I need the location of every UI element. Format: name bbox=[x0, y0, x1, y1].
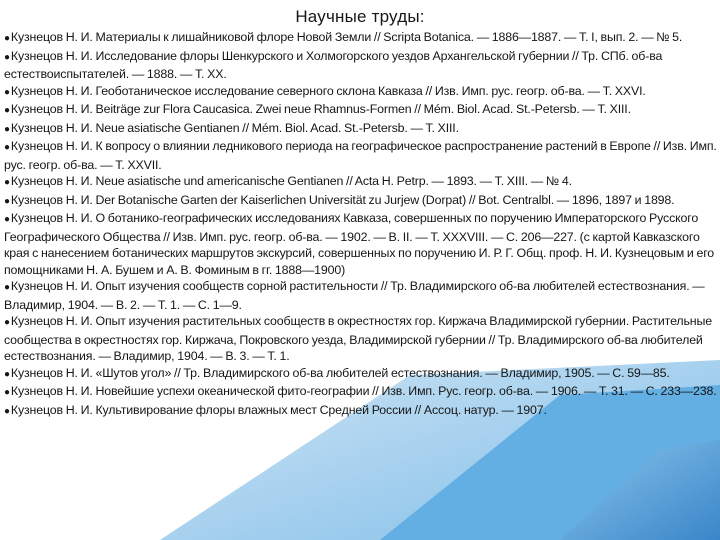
publication-entry: ● Кузнецов Н. И. Опыт изучения сообществ сорной растительности // Тр. Владимирского об-ва любителей естествознания. — Владимир, 1904. — В. 2. — Т. 1. — С. 1—9. bbox=[4, 278, 718, 313]
publication-entry: ● Кузнецов Н. И. Neue asiatische Gentianen // Mém. Biol. Acad. St.-Petersb. — Т. XIII. bbox=[4, 120, 718, 139]
publication-entry: ● Кузнецов Н. И. Der Botanische Garten der Kaiserlichen Universität zu Jurjew (Dorpat) // Bot. Centralbl. — 1896, 1897 и 1898. bbox=[4, 192, 718, 211]
publication-entry: ● Кузнецов Н. И. «Шутов угол» // Тр. Владимирского об-ва любителей естествознания. — Владимир, 1905. — С. 59—85. bbox=[4, 365, 718, 384]
publication-entry: ● Кузнецов Н. И. О ботанико-географических исследованиях Кавказа, совершенных по поручению Императорского Русского Географического Общества // Изв. Имп. рус. геогр. об-ва. — 1902. — В. II. — Т. XXXVIII. — С. 206—227. (с картой Кавказского края с нанесением ботанических маршрутов экскурсий, совершенных по поручению И. Р. Г. Общ. проф. Н. И. Кузнецовым и его помощниками Н. А. Бушем и А. В. Фоминым в гг. 1888—1900) bbox=[4, 210, 718, 278]
publication-entry: ● Кузнецов Н. И. Материалы к лишайниковой флоре Новой Земли // Scripta Botanica. — 1886—1887. — Т. I, вып. 2. — № 5. bbox=[4, 29, 718, 48]
publication-entry: ● Кузнецов Н. И. Исследование флоры Шенкурского и Холмогорского уездов Архангельской губернии // Тр. СПб. об-ва естествоиспытателей. — 1888. — Т. XX. bbox=[4, 48, 718, 83]
publication-entry: ● Кузнецов Н. И. Neue asiatische und americanische Gentianen // Acta H. Petrp. — 1893. — Т. XIII. — № 4. bbox=[4, 173, 718, 192]
publication-entry: ● Кузнецов Н. И. Опыт изучения растительных сообществ в окрестностях гор. Киржача Владимирской губернии. Растительные сообщества в окрестностях гор. Киржача, Покровского уезда, Владимирской губернии // Тр. Владимирского об-ва любителей естествознания. — Владимир, 1904. — В. 3. — Т. 1. bbox=[4, 313, 718, 365]
publication-list bbox=[4, 29, 718, 420]
publication-entry: ● Кузнецов Н. И. К вопросу о влиянии ледникового периода на географическое распространение растений в Европе // Изв. Имп. рус. геогр. об-ва. — Т. XXVII. bbox=[4, 138, 718, 173]
publication-entry: ● Кузнецов Н. И. Beiträge zur Flora Caucasica. Zwei neue Rhamnus-Formen // Mém. Biol. Acad. St.-Petersb. — Т. XIII. bbox=[4, 101, 718, 120]
publication-entry: ● Кузнецов Н. И. Геоботаническое исследование северного склона Кавказа // Изв. Имп. рус. геогр. об-ва. — Т. XXVI. bbox=[4, 83, 718, 102]
publication-entry: ● Кузнецов Н. И. Культивирование флоры влажных мест Средней России // Ассоц. натур. — 1907. bbox=[4, 402, 718, 421]
slide-title: Научные труды: bbox=[295, 7, 425, 26]
publication-entry: ● Кузнецов Н. И. Новейшие успехи океанической фито-географии // Изв. Имп. Рус. геогр. об-ва. — 1906. — Т. 31. — С. 233—238. bbox=[4, 383, 718, 402]
